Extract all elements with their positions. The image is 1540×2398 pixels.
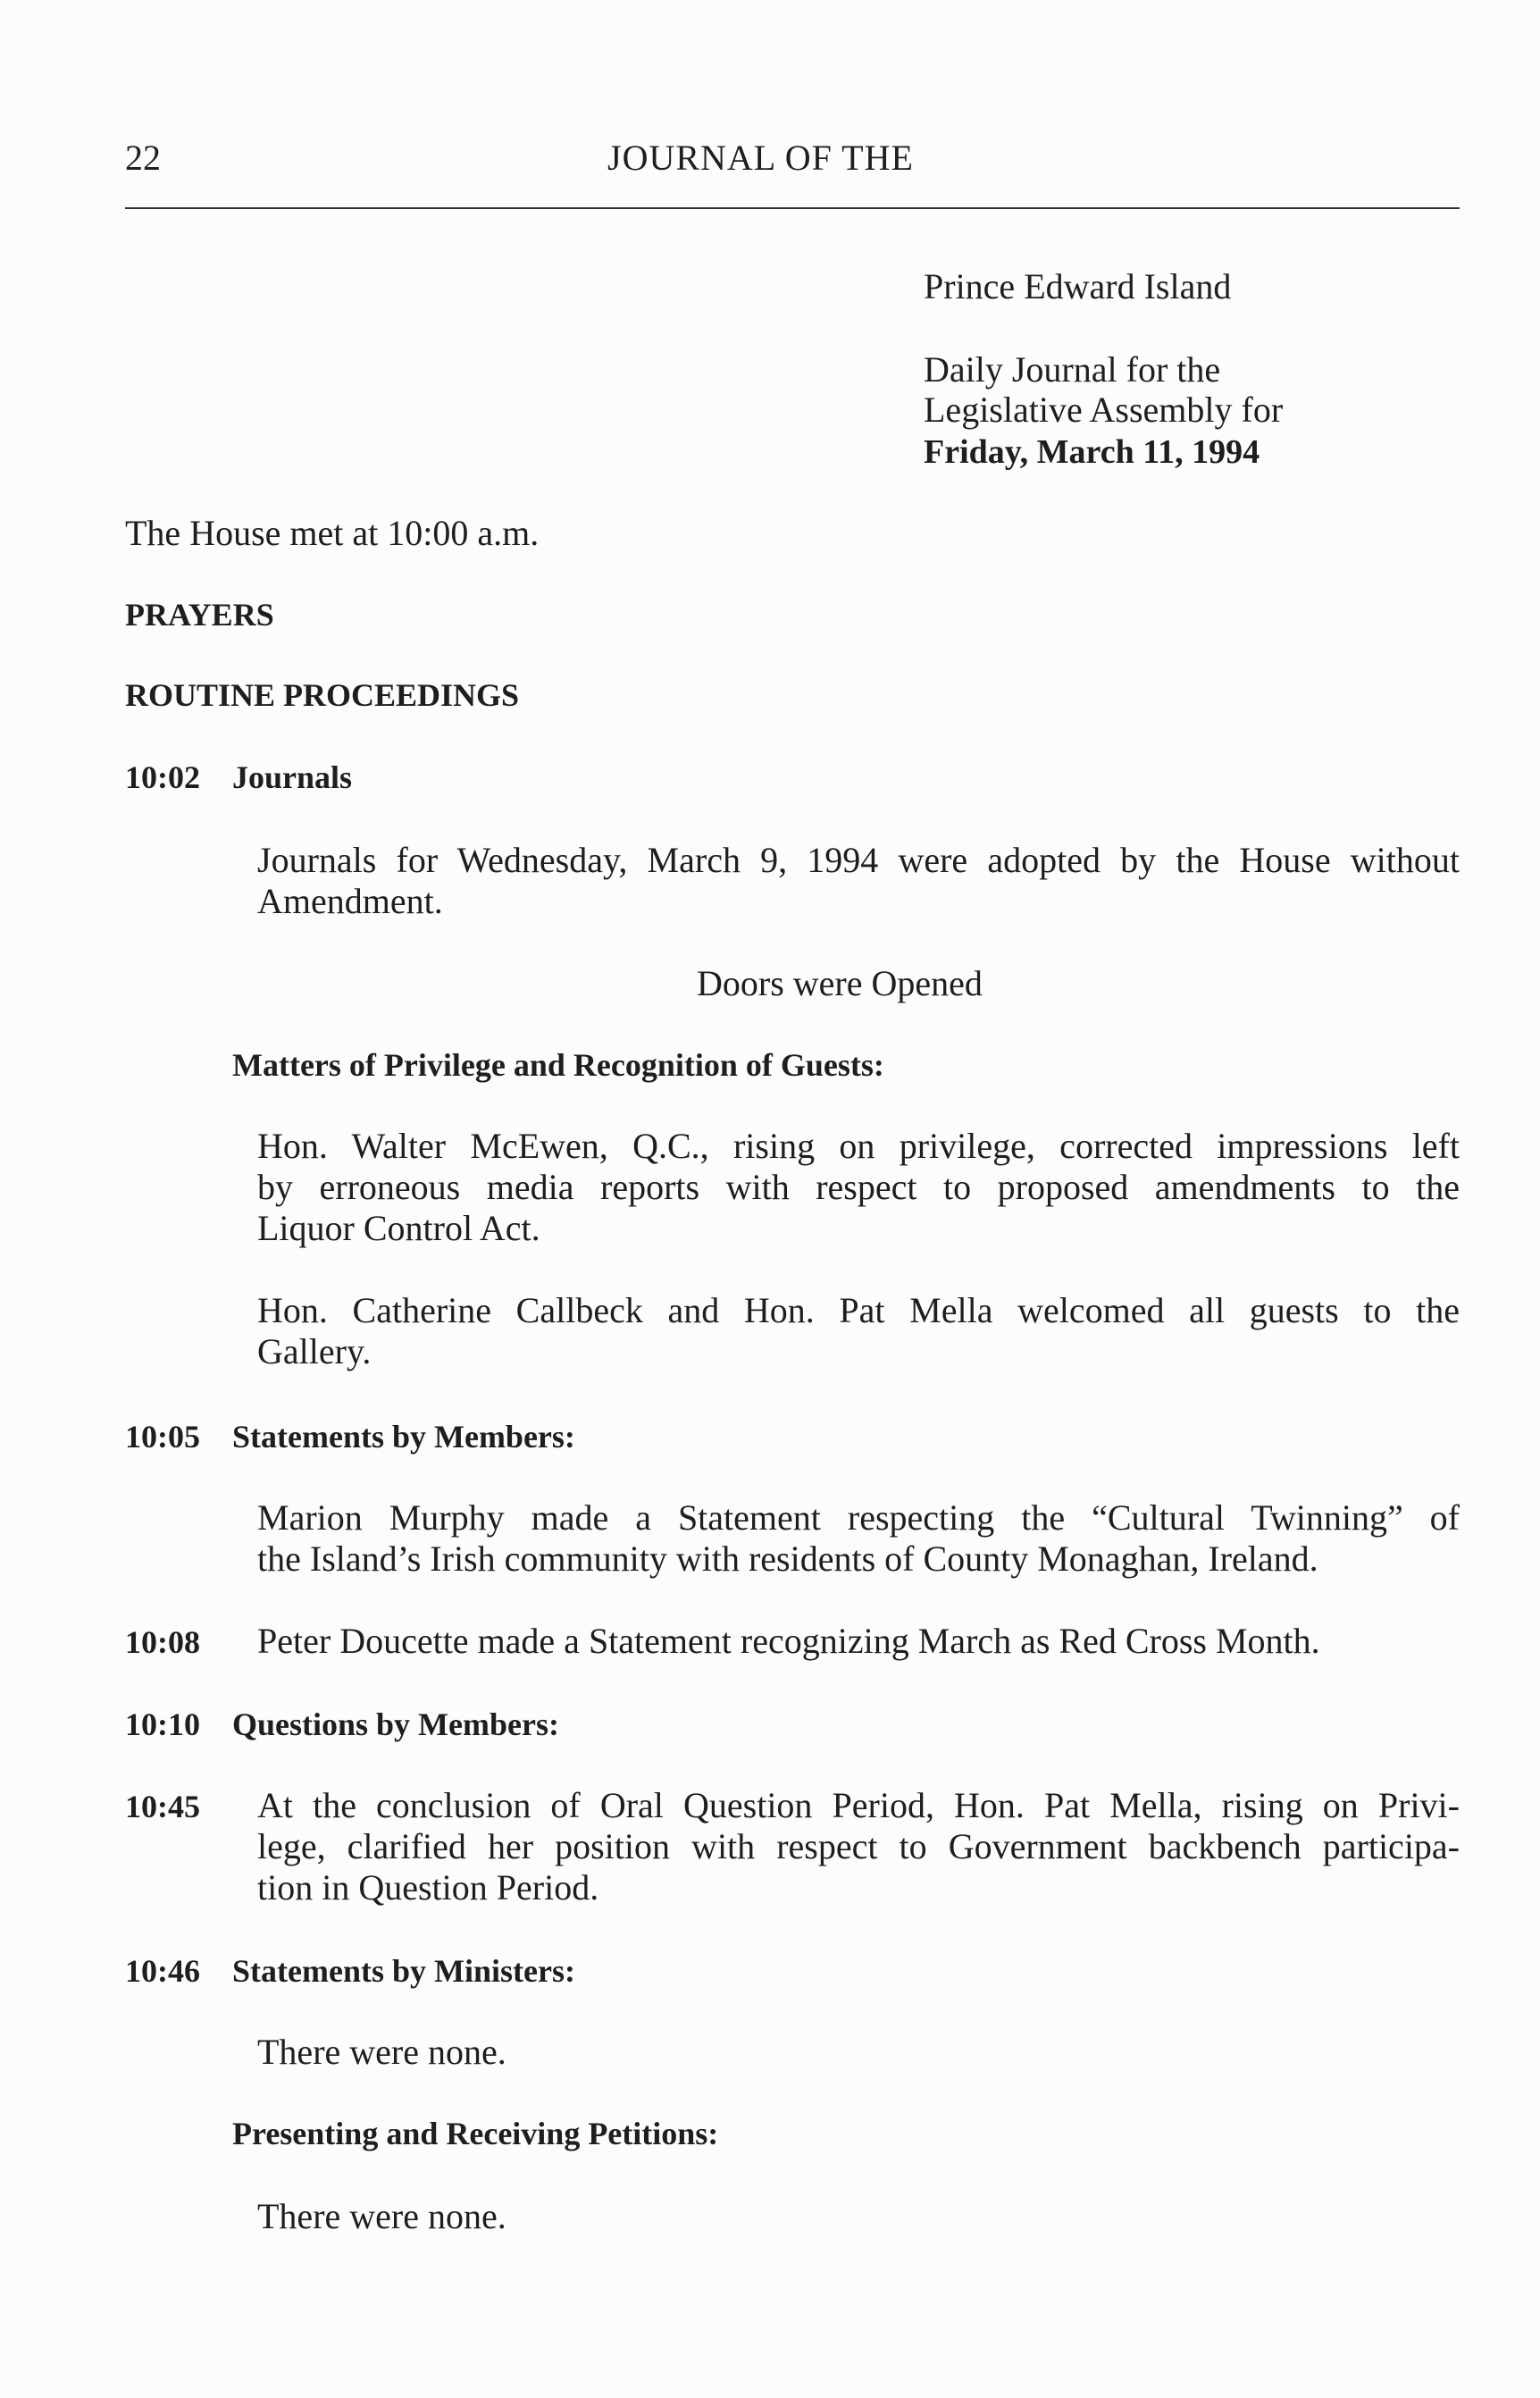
privilege-p1-line-2: by erroneous media reports with respect to proposed amendments to the	[257, 1167, 1460, 1207]
masthead-line-1: Daily Journal for the	[924, 349, 1221, 390]
doors-opened: Doors were Opened	[697, 963, 983, 1003]
red-cross-line: Peter Doucette made a Statement recognizing March as Red Cross Month.	[257, 1621, 1320, 1661]
privilege-p2-line-1: Hon. Catherine Callbeck and Hon. Pat Mella welcomed all guests to the	[257, 1290, 1460, 1330]
statements-members-heading: Statements by Members:	[232, 1419, 575, 1455]
province-name: Prince Edward Island	[924, 266, 1232, 306]
prayers-heading: PRAYERS	[125, 597, 274, 633]
ministers-none: There were none.	[257, 2032, 506, 2072]
privilege-p1-line-3: Liquor Control Act.	[257, 1208, 540, 1248]
running-title: JOURNAL OF THE	[607, 138, 914, 178]
privilege-paragraph-2	[257, 1290, 1460, 1372]
oral-period-line-3: tion in Question Period.	[257, 1867, 599, 1908]
petitions-none: There were none.	[257, 2196, 506, 2236]
masthead-date: Friday, March 11, 1994	[924, 433, 1260, 471]
questions-heading: Questions by Members:	[232, 1706, 559, 1742]
ministers-heading: Statements by Ministers:	[232, 1953, 575, 1989]
statements-members-time: 10:05	[125, 1419, 200, 1455]
red-cross-paragraph	[257, 1621, 1460, 1662]
privilege-p1-line-1: Hon. Walter McEwen, Q.C., rising on privilege, corrected impressions left	[257, 1126, 1460, 1166]
privilege-heading: Matters of Privilege and Recognition of Guests:	[232, 1047, 884, 1083]
privilege-paragraph-1	[257, 1126, 1460, 1249]
header-rule	[125, 207, 1460, 209]
masthead-line-2: Legislative Assembly for	[924, 390, 1284, 430]
statements-members-paragraph	[257, 1497, 1460, 1580]
opening-line: The House met at 10:00 a.m.	[125, 513, 540, 553]
journals-line-1: Journals for Wednesday, March 9, 1994 were adopted by the House without	[257, 840, 1460, 880]
journals-paragraph	[257, 840, 1460, 922]
journals-time: 10:02	[125, 759, 200, 795]
questions-time: 10:10	[125, 1706, 200, 1742]
routine-proceedings-heading: ROUTINE PROCEEDINGS	[125, 677, 520, 713]
petitions-heading: Presenting and Receiving Petitions:	[232, 2116, 719, 2151]
journals-line-2: Amendment.	[257, 881, 443, 921]
oral-period-line-2: lege, clarified her position with respect to Government backbench participa-	[257, 1826, 1460, 1866]
oral-period-time: 10:45	[125, 1789, 200, 1824]
oral-period-paragraph	[257, 1785, 1460, 1908]
page-number: 22	[125, 138, 161, 178]
privilege-p2-line-2: Gallery.	[257, 1331, 372, 1371]
statements-members-line-1: Marion Murphy made a Statement respecting the “Cultural Twinning” of	[257, 1497, 1460, 1538]
ministers-time: 10:46	[125, 1953, 200, 1989]
statements-members-line-2: the Island’s Irish community with residents of County Monaghan, Ireland.	[257, 1539, 1318, 1579]
red-cross-time: 10:08	[125, 1624, 200, 1660]
oral-period-line-1: At the conclusion of Oral Question Period, Hon. Pat Mella, rising on Privi-	[257, 1785, 1460, 1825]
journals-heading: Journals	[232, 759, 353, 795]
